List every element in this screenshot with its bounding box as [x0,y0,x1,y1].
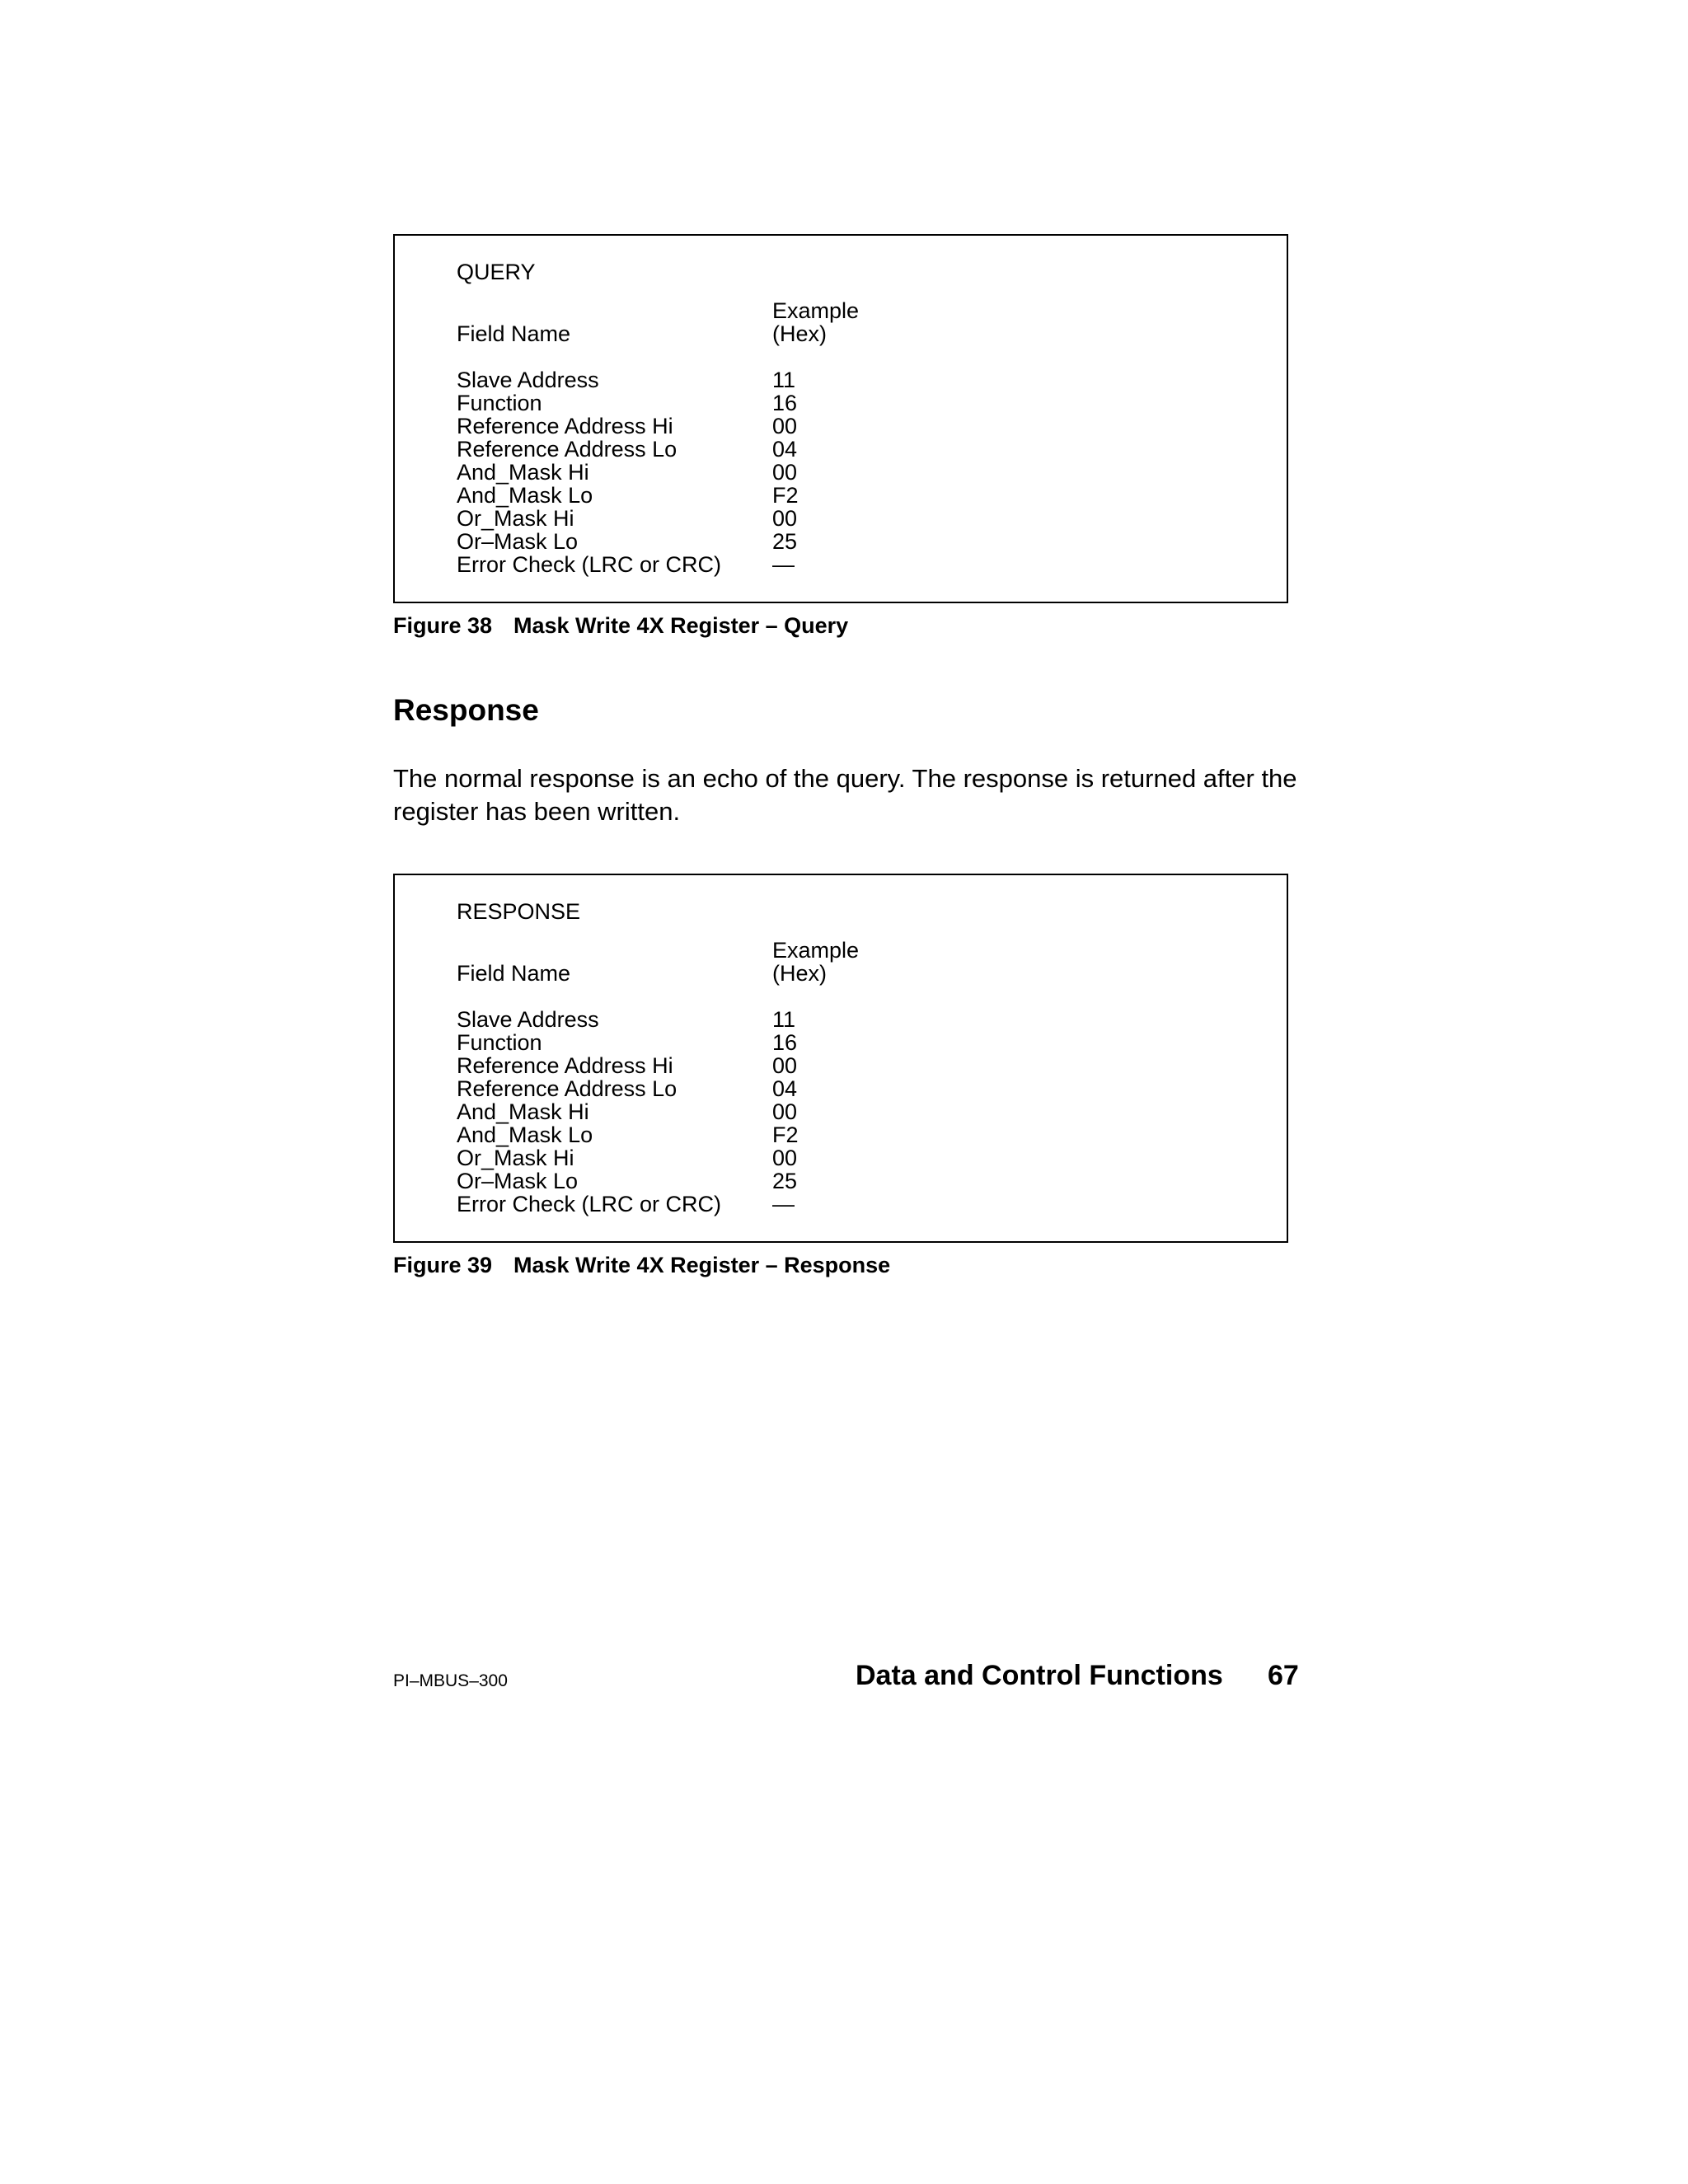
field-name: And_Mask Hi [457,460,589,485]
field-name: And_Mask Hi [457,1099,589,1124]
field-name: Slave Address [457,368,599,392]
example-hex-header [772,299,859,345]
query-field-list [457,368,937,576]
figure-number: Figure 38 [393,613,493,638]
field-value: 11 [772,368,796,392]
field-name: Or–Mask Lo [457,1169,579,1193]
figure-title: Mask Write 4X Register – Response [513,1253,891,1277]
hex-header: (Hex) [772,961,827,986]
table-row [457,484,937,507]
field-value: — [772,552,795,577]
figure-38-caption [393,613,848,638]
table-row [457,1123,937,1146]
table-row [457,530,937,553]
table-row [457,1193,937,1216]
body-paragraph: The normal response is an echo of the query. The response is returned after the register has been written. [393,764,1297,826]
table-row [457,1146,937,1169]
field-name: Slave Address [457,1007,599,1032]
table-row [457,507,937,530]
field-value: 00 [772,1099,798,1124]
table-row [457,461,937,484]
example-header: Example [772,938,860,963]
footer-chapter-title: Data and Control Functions [856,1660,1223,1691]
field-name: Or_Mask Hi [457,506,574,531]
response-field-list [457,1008,937,1216]
section-heading: Response [393,693,539,727]
field-name: Reference Address Lo [457,1076,678,1101]
table-row [457,553,937,576]
table-row [457,1077,937,1100]
figure-39-caption [393,1253,890,1277]
field-value: 00 [772,414,798,438]
field-value: F2 [772,1122,799,1147]
response-figure-box [393,874,1288,1243]
table-row [457,1031,937,1054]
field-name: And_Mask Lo [457,1122,593,1147]
table-row [457,368,937,391]
hex-header: (Hex) [772,321,827,346]
field-name-header: Field Name [457,321,571,346]
field-name: Error Check (LRC or CRC) [457,1192,722,1216]
example-hex-header [772,939,859,985]
query-box-title: QUERY [457,260,536,284]
field-name: Error Check (LRC or CRC) [457,552,722,577]
table-row [457,391,937,415]
field-name: Or–Mask Lo [457,529,579,554]
field-value: 11 [772,1007,796,1032]
field-value: F2 [772,483,799,508]
field-value: 16 [772,391,798,415]
field-name: Reference Address Lo [457,437,678,462]
field-name-header: Field Name [457,961,571,986]
query-figure-box [393,234,1288,603]
table-row [457,1169,937,1193]
field-value: 00 [772,1053,798,1078]
field-name: Reference Address Hi [457,414,673,438]
footer-page-number: 67 [1268,1660,1299,1691]
table-row [457,1008,937,1031]
field-value: 25 [772,529,798,554]
field-name: Function [457,391,542,415]
table-row [457,415,937,438]
example-header: Example [772,298,860,323]
table-row [457,1054,937,1077]
response-box-title: RESPONSE [457,899,581,924]
field-value: 25 [772,1169,798,1193]
field-value: — [772,1192,795,1216]
field-value: 00 [772,506,798,531]
field-value: 04 [772,437,798,462]
field-value: 00 [772,1146,798,1170]
field-value: 04 [772,1076,798,1101]
table-row [457,1100,937,1123]
figure-title: Mask Write 4X Register – Query [513,613,849,638]
figure-number: Figure 39 [393,1253,493,1277]
table-row [457,438,937,461]
field-name: Function [457,1030,542,1055]
field-value: 16 [772,1030,798,1055]
field-name: Or_Mask Hi [457,1146,574,1170]
field-name: And_Mask Lo [457,483,593,508]
footer-doc-id: PI–MBUS–300 [393,1671,508,1690]
field-name: Reference Address Hi [457,1053,673,1078]
field-value: 00 [772,460,798,485]
